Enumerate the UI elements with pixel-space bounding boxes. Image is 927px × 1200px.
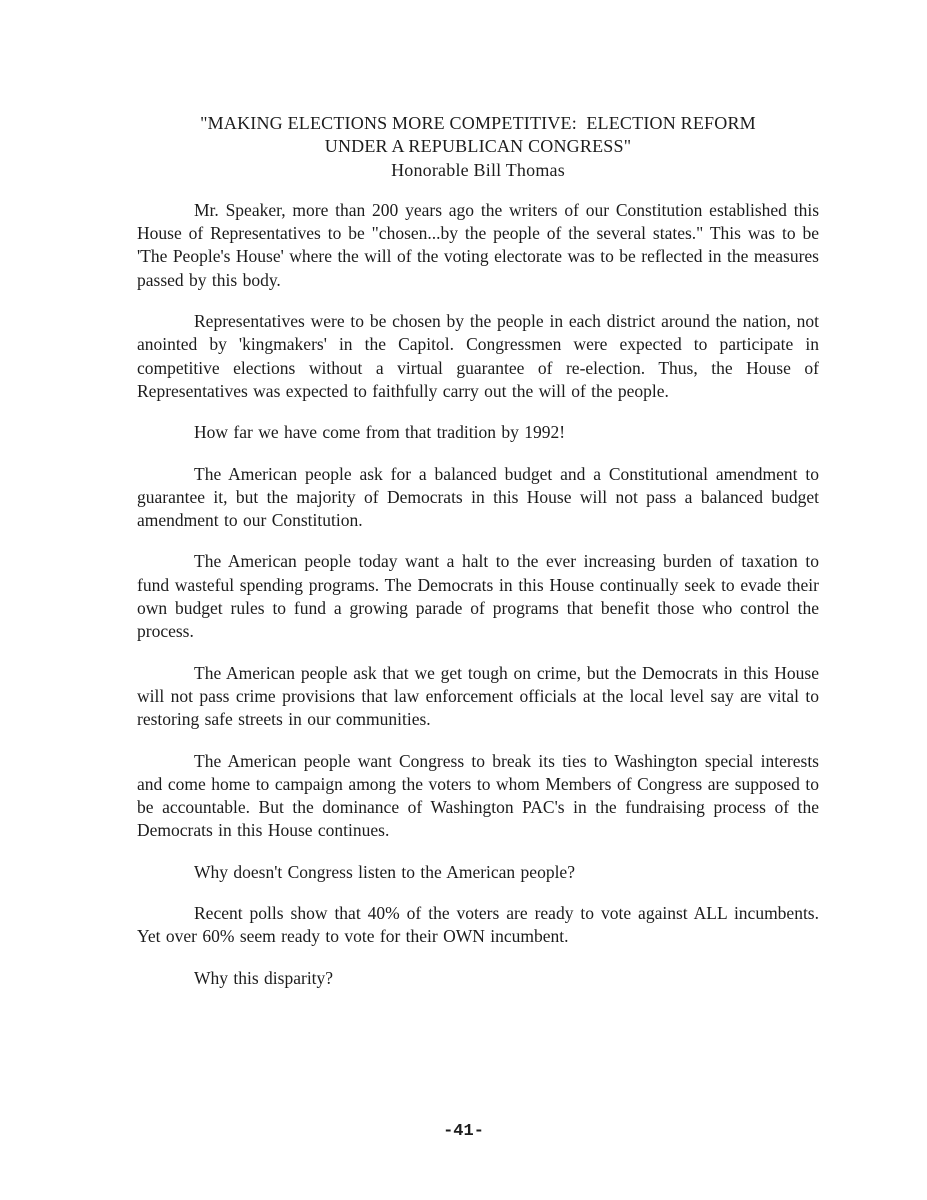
document-body (137, 199, 819, 990)
document-content (137, 112, 819, 1008)
paragraph-3: How far we have come from that tradition by 1992! (194, 422, 566, 443)
title-line-2: UNDER A REPUBLICAN CONGRESS" (324, 136, 632, 157)
paragraph-5: The American people today want a halt to the ever increasing burden of taxation to fund wasteful spending programs. The Democrats in this House continually seek to evade their own budget rules to fund a growing parade of programs that benefit those who control the process. (137, 551, 819, 642)
paragraph-8: Why doesn't Congress listen to the American people? (194, 861, 575, 882)
paragraph-4: The American people ask for a balanced budget and a Constitutional amendment to guarantee it, but the majority of Democrats in this House will not pass a balanced budget amendment to our Constitution. (137, 463, 819, 531)
paragraph-2: Representatives were to be chosen by the people in each district around the nation, not anointed by 'kingmakers' in the Capitol. Congressmen were expected to participate in competitive elections without a virtual guarantee of re-election. Thus, the House of Representatives was expected to faithfully carry out the will of the people. (137, 311, 819, 401)
paragraph-6: The American people ask that we get tough on crime, but the Democrats in this House will not pass crime provisions that law enforcement officials at the local level say are vital to restoring safe streets in our communities. (137, 662, 819, 730)
paragraph-10: Why this disparity? (194, 967, 334, 988)
author-line: Honorable Bill Thomas (391, 159, 565, 180)
document-title-block (137, 112, 819, 182)
paragraph-1: Mr. Speaker, more than 200 years ago the writers of our Constitution established this House of Representatives to be "chosen...by the people of the several states." This was to be 'The People's House' where the will of the voting electorate was to be reflected in the measures passed by this body. (137, 199, 819, 290)
title-line-1: "MAKING ELECTIONS MORE COMPETITIVE: ELECTION REFORM (200, 113, 756, 133)
paragraph-7: The American people want Congress to break its ties to Washington special interests and come home to campaign among the voters to whom Members of Congress are supposed to be accountable. But the dominance of Washington PAC's in the fundraising process of the Democrats in this House continues. (137, 750, 819, 841)
paragraph-9: Recent polls show that 40% of the voters are ready to vote against ALL incumbents. Yet over 60% seem ready to vote for their OWN incumbent. (137, 903, 819, 947)
page-number: -41- (443, 1122, 484, 1141)
